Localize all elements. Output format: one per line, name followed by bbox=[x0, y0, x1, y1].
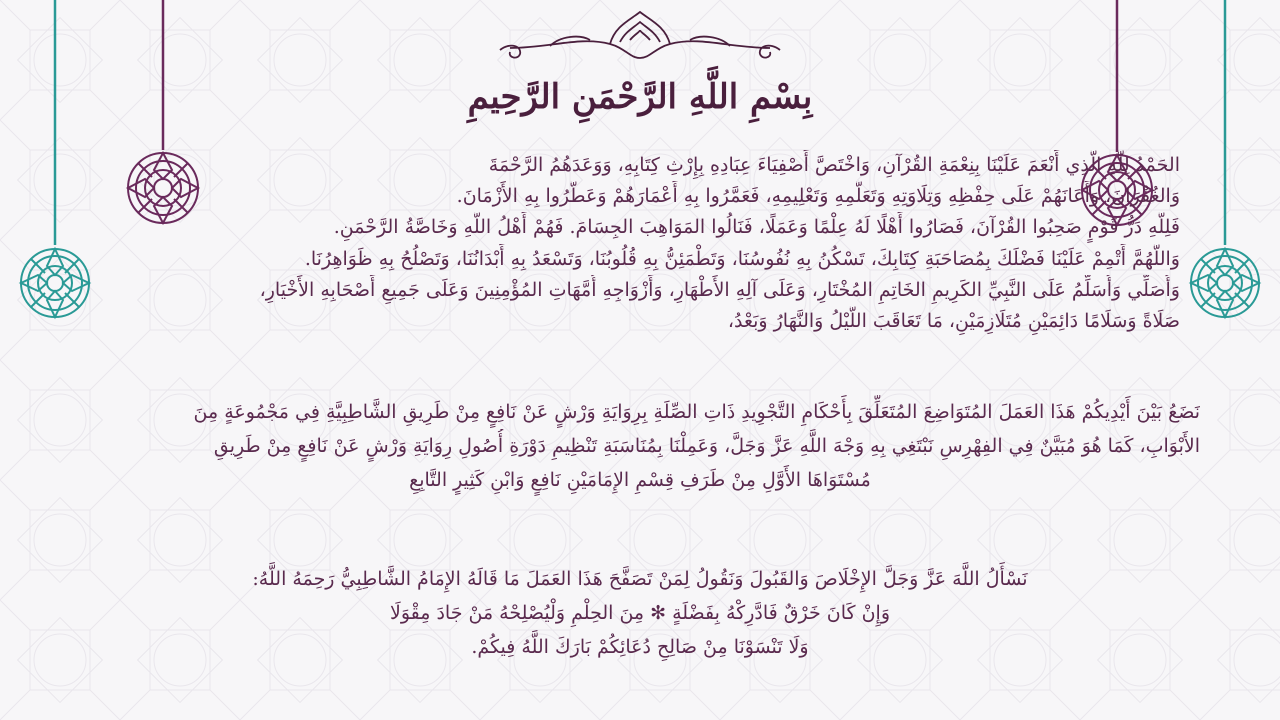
text-line: وَاللَّهُمَّ أَتْمِمْ عَلَيْنَا فَضْلَكَ بِمُصَاحَبَةِ كِتَابِكَ، تَسْكُنُ بِهِ نُفُوسُنَا، وَتَطْمَئِنُّ بِهِ قُلُوبُنَا، وَتَسْعَدُ بِهِ أَبْدَانُنَا، وَتَصْلُحُ بِهِ ظَوَاهِرُنَا. bbox=[304, 247, 1180, 270]
text-line: وَأُصَلِّي وَأُسَلِّمُ عَلَى النَّبِيِّ الكَرِيمِ الخَاتِمِ المُخْتَارِ، وَعَلَى آلِهِ الأَطْهَارِ، وَأَزْوَاجِهِ أُمَّهَاتِ المُؤْمِنِينَ وَعَلَى جَمِيعِ أَصْحَابِهِ الأَخْيَارِ، bbox=[259, 278, 1180, 301]
text-line: الأَبْوَابِ، كَمَا هُوَ مُبَيَّنٌ فِي الفِهْرِسِ نَبْتَغِي بِهِ وَجْهَ اللَّهِ عَزَّ وَجَلَّ، وَعَمِلْنَا بِمُنَاسَبَةِ تَنْظِيمِ دَوْرَةِ أُصُولِ رِوَايَةِ وَرْشٍ عَنْ نَافِعٍ مِنْ طَرِيقِ bbox=[213, 435, 1200, 457]
text-line: وَلَا تَنْسَوْنَا مِنْ صَالِحِ دُعَائِكُمْ بَارَكَ اللَّهُ فِيكُمْ. bbox=[471, 636, 809, 658]
basmala-heading: بِسْمِ اللَّهِ الرَّحْمَنِ الرَّحِيمِ bbox=[467, 77, 813, 117]
closing-paragraph bbox=[160, 562, 1120, 664]
text-line: نَضَعُ بَيْنَ أَيْدِيكُمْ هَذَا العَمَلَ المُتَوَاضِعَ المُتَعَلِّقَ بِأَحْكَامِ التَّجْوِيدِ ذَاتِ الصِّلَةِ بِرِوَايَةِ وَرْشٍ عَنْ نَافِعٍ مِنْ طَرِيقِ الشَّاطِبِيَّةِ فِي مَجْمُوعَةٍ مِنَ bbox=[193, 401, 1200, 423]
text-line: الحَمْدُ لِلَّهِ الَّذِي أَنْعَمَ عَلَيْنَا بِنِعْمَةِ القُرْآنِ، وَاخْتَصَّ أَصْفِيَاءَ عِبَادِهِ بِإِرْثِ كِتَابِهِ، وَوَعَدَهُمُ الرَّحْمَةَ bbox=[488, 154, 1180, 176]
purpose-paragraph bbox=[80, 395, 1200, 497]
right-teal-ornament-icon bbox=[1191, 0, 1259, 317]
text-line: مُسْتَوَاهَا الأَوَّلِ مِنْ طَرَفِ قِسْمِ الإِمَامَيْنِ نَافِعٍ وَابْنِ كَثِيرٍ التَّابِعِ bbox=[409, 469, 871, 491]
text-line: صَلَاةً وَسَلَامًا دَائِمَيْنِ مُتَلَازِمَيْنِ، مَا تَعَاقَبَ اللَّيْلُ وَالنَّهَارُ وَبَعْدُ، bbox=[727, 310, 1180, 333]
poetry-verse: وَإِنْ كَانَ خَرْقٌ فَادَّرِكْهُ بِفَضْلَةٍ ✻ مِنَ الحِلْمِ وَلْيُصْلِحْهُ مَنْ جَادَ مِقْوَلَا bbox=[389, 602, 890, 624]
intro-paragraph bbox=[100, 150, 1180, 337]
text-line: وَالغُفْرَانَ، وَأَعَانَهُمْ عَلَى حِفْظِهِ وَتِلَاوَتِهِ وَتَعَلُّمِهِ وَتَعْلِيمِهِ، فَعَمَّرُوا بِهِ أَعْمَارَهُمْ وَعَطَّرُوا بِهِ الأَزْمَانَ. bbox=[456, 185, 1180, 208]
left-teal-ornament-icon bbox=[21, 0, 89, 317]
header-flourish-icon bbox=[490, 6, 790, 66]
text-line: فَلِلَّهِ دَرُّ قَوْمٍ صَحِبُوا القُرْآنَ، فَصَارُوا أَهْلًا لَهُ عِلْمًا وَعَمَلًا، فَنَالُوا المَوَاهِبَ الجِسَامَ. فَهُمْ أَهْلُ اللَّهِ وَخَاصَّةُ الرَّحْمَنِ. bbox=[333, 216, 1180, 239]
text-line: نَسْأَلُ اللَّهَ عَزَّ وَجَلَّ الإِخْلَاصَ وَالقَبُولَ وَنَقُولُ لِمَنْ تَصَفَّحَ هَذَا العَمَلَ مَا قَالَهُ الإِمَامُ الشَّاطِبِيُّ رَحِمَهُ اللَّهُ: bbox=[252, 568, 1028, 590]
